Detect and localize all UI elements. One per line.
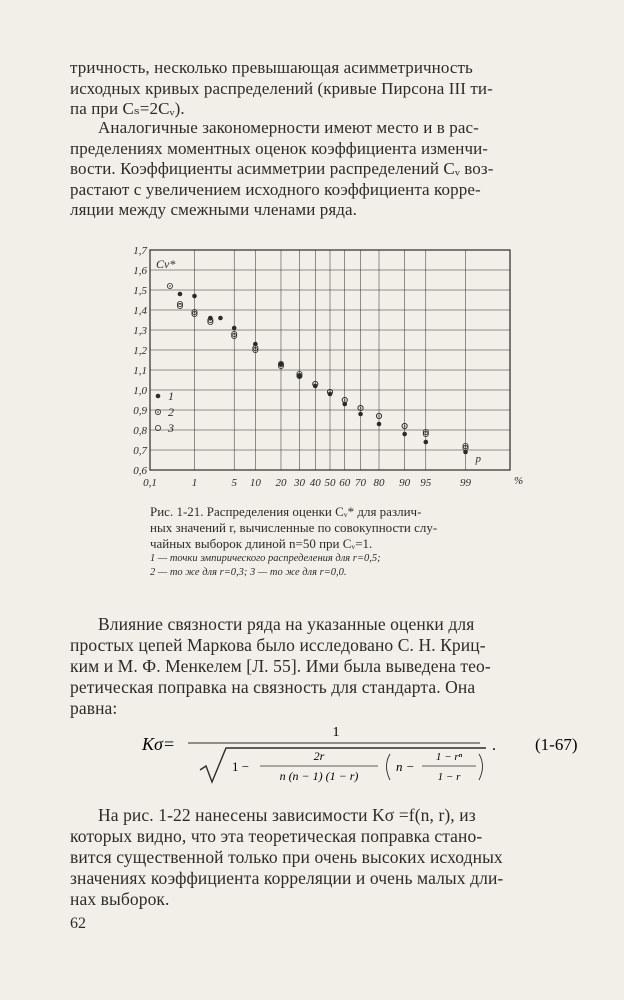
data-point-series-2-center [344, 399, 346, 401]
text-line: Аналогичные закономерности имеют место и в рас- [98, 118, 479, 137]
figure-1-21-chart [112, 238, 524, 498]
data-point-series-2-center [404, 425, 406, 427]
data-point-series-1 [377, 422, 382, 427]
curve-label: p [475, 453, 482, 465]
y-tick-label: 1,4 [133, 305, 147, 317]
figure-caption [150, 504, 525, 552]
legend-marker-1 [156, 394, 161, 399]
y-tick-label: 1,5 [133, 285, 147, 297]
formula-one-minus: 1 − [232, 759, 250, 774]
x-tick-label: 80 [373, 477, 385, 489]
x-tick-label: 20 [275, 477, 287, 489]
text-line: простых цепей Маркова было исследовано С. Н. Криц- [70, 635, 486, 655]
y-tick-label: 1,2 [133, 345, 147, 357]
x-tick-label: 10 [249, 477, 261, 489]
data-point-series-1 [232, 326, 237, 331]
formula-lhs: Kσ= [142, 734, 176, 754]
x-tick-label: 0,1 [143, 477, 157, 489]
text-line: равна: [70, 698, 118, 718]
text-line: пределениях моментных оценок коэффициента изменчи- [70, 138, 489, 158]
text-line: которых видно, что эта теоретическая поправка стано- [70, 826, 483, 846]
text-line: тричность, несколько превышающая асимметричность [70, 58, 473, 77]
x-tick-label: 30 [293, 477, 305, 489]
formula-numerator: 1 [332, 725, 340, 740]
data-point-series-1 [178, 292, 183, 297]
paragraph-fig-1-22 [70, 805, 580, 910]
legend-label: 1 [168, 389, 174, 403]
y-tick-label: 0,7 [133, 445, 147, 457]
x-tick-label: 99 [460, 477, 472, 489]
text-line: исходных кривых распределений (кривые Пирсона III ти- [70, 78, 493, 98]
text-line: ким и М. Ф. Менкелем [Л. 55]. Ими была выведена тео- [70, 656, 491, 676]
y-axis-label: Cv* [156, 257, 176, 271]
x-tick-label: 70 [355, 477, 367, 489]
x-tick-label: 90 [399, 477, 411, 489]
x-tick-label: 95 [420, 477, 432, 489]
data-point-series-2-center [360, 407, 362, 409]
data-point-series-1 [402, 432, 407, 437]
data-point-series-1 [358, 412, 363, 417]
y-tick-label: 1,7 [133, 245, 147, 257]
data-point-series-2-center [378, 415, 380, 417]
formula-frac-den: n (n − 1) (1 − r) [279, 769, 359, 783]
caption-note-line: 2 — то же для r=0,3; 3 — то же для r=0,0. [150, 567, 347, 578]
y-tick-label: 1,6 [133, 265, 147, 277]
formula-frac-num: 2r [313, 749, 325, 763]
y-tick-label: 0,9 [133, 405, 147, 417]
paragraph-markov [70, 614, 580, 719]
text-line: нах выборок. [70, 889, 170, 909]
formula-svg [140, 720, 590, 790]
x-tick-label: 50 [324, 477, 336, 489]
page-number: 62 [70, 915, 86, 932]
caption-line: чайных выборок длиной n=50 при Cᵥ=1. [150, 536, 373, 551]
text-line: значениях коэффициента корреляции и очень малых дли- [70, 868, 504, 888]
data-point-series-2-center [314, 383, 316, 385]
formula-1-67 [140, 720, 590, 790]
caption-note-line: 1 — точки эмпирического распределения для r=0,5; [150, 553, 381, 564]
right-paren [479, 754, 483, 780]
data-point-series-1 [218, 316, 223, 321]
y-tick-label: 1,1 [133, 365, 147, 377]
formula-number: (1-67) [535, 735, 578, 754]
x-tick-label: 5 [231, 477, 237, 489]
text-line: вости. Коэффициенты асимметрии распределений Cᵥ воз- [70, 159, 494, 178]
y-tick-label: 0,8 [133, 425, 147, 437]
formula-inner-den: 1 − r [437, 771, 461, 783]
formula-inner-num: 1 − rⁿ [435, 751, 463, 763]
data-point-series-1 [192, 294, 197, 299]
formula-period: . [492, 737, 496, 754]
legend-label: 2 [168, 405, 174, 419]
paragraph-continuation [70, 58, 580, 120]
text-line: На рис. 1-22 нанесены зависимости Kσ =f(n, r), из [98, 805, 476, 825]
paragraph-regularities [70, 118, 580, 221]
text-line: Влияние связности ряда на указанные оценки для [98, 614, 475, 634]
caption-line: ных значений r, вычисленные по совокупности слу- [150, 520, 438, 535]
figure-caption-note [150, 552, 525, 580]
text-line: ляции между смежными членами ряда. [70, 200, 358, 219]
x-tick-label: 60 [339, 477, 351, 489]
x-tick-label: 1 [191, 477, 198, 489]
y-tick-label: 1,0 [133, 385, 147, 397]
y-tick-label: 0,6 [133, 465, 147, 477]
text-line: па при Cₛ=2Cᵥ). [70, 99, 185, 118]
data-point-series-2-center [169, 285, 171, 287]
chart-svg [112, 238, 524, 498]
text-line: растают с увеличением исходного коэффициента корре- [70, 179, 481, 199]
formula-paren-n: n − [396, 759, 415, 774]
data-point-series-2-center [329, 391, 331, 393]
left-paren [387, 754, 391, 780]
text-line: вится существенной только при очень высоких исходных [70, 847, 503, 867]
x-tick-label: 40 [309, 477, 321, 489]
data-point-series-1 [424, 440, 429, 445]
text-line: ретическая поправка на связность для стандарта. Она [70, 677, 476, 697]
caption-line: Рис. 1-21. Распределения оценки Cᵥ* для различ- [150, 504, 422, 519]
y-tick-label: 1,3 [133, 325, 147, 337]
legend-label: 3 [168, 421, 174, 435]
legend-marker-2-center [157, 411, 159, 413]
x-axis-unit-label: % [514, 475, 524, 487]
